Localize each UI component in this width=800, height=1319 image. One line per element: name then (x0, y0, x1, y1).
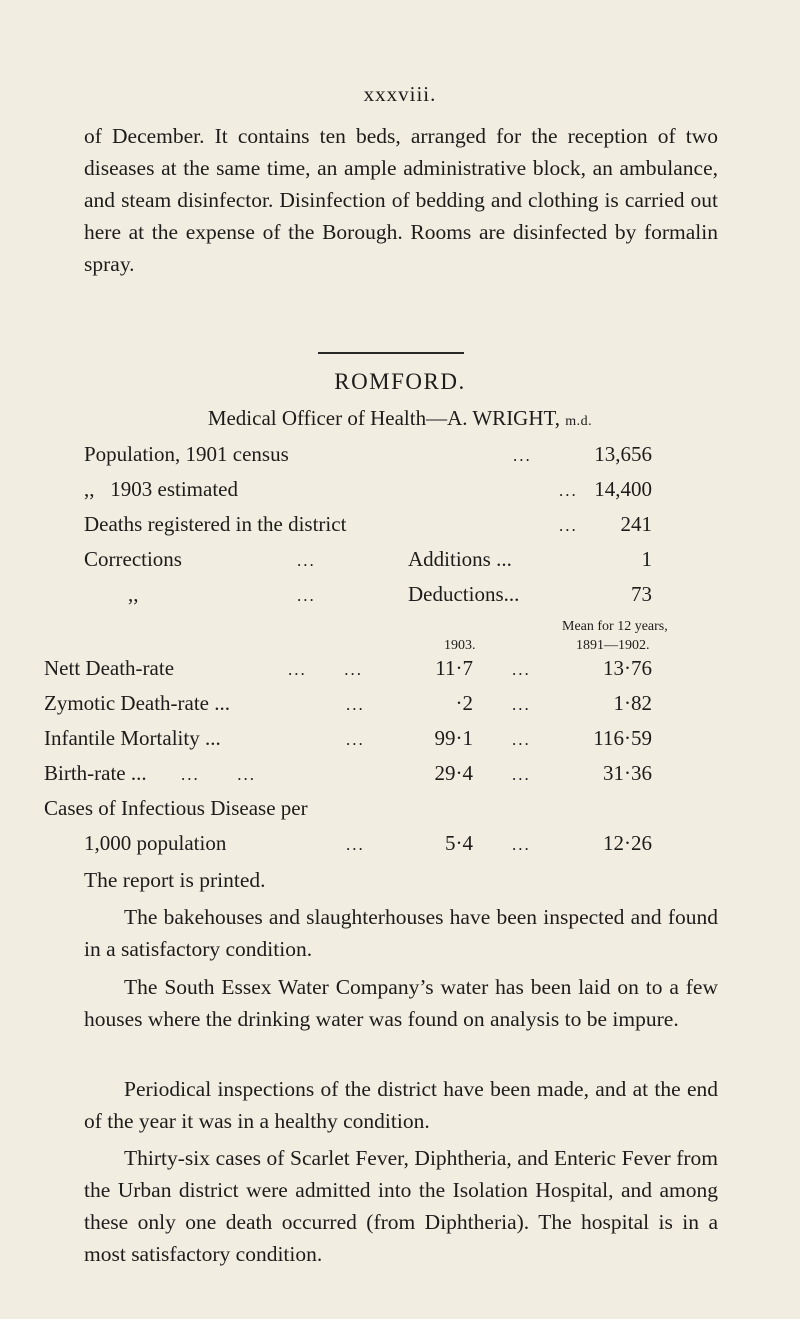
value-mean: 116·59 (593, 726, 652, 750)
stat-value: 14,400 (594, 477, 652, 501)
value-1903: 99·1 (434, 726, 473, 750)
stat-label: ,, (128, 582, 139, 606)
row-dots: ... ... (181, 765, 256, 784)
isolation-hospital-paragraph: Thirty-six cases of Scarlet Fever, Diphtheria, and Enteric Fever from the Urban district were admitted into the Isolation Hospital, and among these only one death occurred (from Diphtheria). The hospital is in a most satisfactory condition. (84, 1146, 718, 1266)
value-mean: 31·36 (603, 761, 652, 785)
row-label: Cases of Infectious Disease per (44, 796, 308, 820)
row-label: Infantile Mortality ... (44, 726, 221, 750)
stat-sublabel: Additions ... (408, 547, 512, 571)
column-header-mean: Mean for 12 years, (562, 619, 668, 634)
stat-label: ,, 1903 estimated (84, 477, 238, 501)
row-dots: ... (512, 730, 531, 749)
row-dots: ... ... (288, 660, 363, 679)
stat-value: 1 (641, 547, 652, 571)
stat-label: Deaths registered in the district (84, 512, 347, 536)
row-dots: ... (346, 695, 365, 714)
stat-value: 73 (631, 582, 652, 606)
row-dots: ... (346, 835, 365, 854)
value-1903: 5·4 (445, 831, 473, 855)
medical-officer-degree: m.d. (565, 414, 593, 429)
row-dots: ... (512, 765, 531, 784)
value-1903: 11·7 (435, 656, 473, 680)
value-1903: 29·4 (434, 761, 473, 785)
bakehouses-paragraph: The bakehouses and slaughterhouses have been inspected and found in a satisfactory condition. (84, 905, 718, 961)
column-header-1903: 1903. (444, 638, 476, 653)
section-heading: ROMFORD. (334, 369, 466, 394)
value-mean: 13·76 (603, 656, 652, 680)
stat-value: 241 (620, 512, 652, 536)
water-paragraph: The South Essex Water Company’s water has been laid on to a few houses where the drinking water was found on analysis to be impure. (84, 975, 718, 1031)
row-dots: ... (512, 695, 531, 714)
stat-dots: ... (559, 481, 578, 500)
row-dots: ... (512, 835, 531, 854)
medical-officer-name: Medical Officer of Health—A. WRIGHT, (207, 406, 561, 430)
stat-dots: ... (513, 446, 532, 465)
row-label: Zymotic Death-rate ... (44, 691, 231, 715)
value-1903: ·2 (455, 691, 473, 715)
stat-dots: ... (297, 586, 316, 605)
row-dots: ... (512, 660, 531, 679)
stat-dots: ... (297, 551, 316, 570)
intro-paragraph: of December. It contains ten beds, arranged for the reception of two diseases at the same time, an ample administrative block, an ambulance, and steam disinfector. Disinfection of bedding and clothing is carried out here at the expense of the Borough. Rooms are disinfected by formalin spray. (84, 124, 718, 276)
stat-value: 13,656 (594, 442, 652, 466)
stat-label: Corrections (84, 547, 182, 571)
value-mean: 1·82 (613, 691, 652, 715)
page-number: xxxviii. (363, 82, 437, 106)
section-divider (318, 352, 464, 354)
inspections-paragraph: Periodical inspections of the district have been made, and at the end of the year it was in a healthy condition. (84, 1077, 718, 1133)
row-label: Birth-rate ... (44, 761, 147, 785)
medical-officer-line (0, 406, 800, 431)
row-label-continued: 1,000 population (84, 831, 227, 855)
stat-sublabel: Deductions... (408, 582, 520, 606)
stat-label: Population, 1901 census (84, 442, 289, 466)
report-printed-line: The report is printed. (84, 868, 266, 892)
row-dots: ... (346, 730, 365, 749)
stat-dots: ... (559, 516, 578, 535)
value-mean: 12·26 (603, 831, 652, 855)
column-header-mean-years: 1891—1902. (576, 638, 650, 653)
row-label: Nett Death-rate (44, 656, 175, 680)
